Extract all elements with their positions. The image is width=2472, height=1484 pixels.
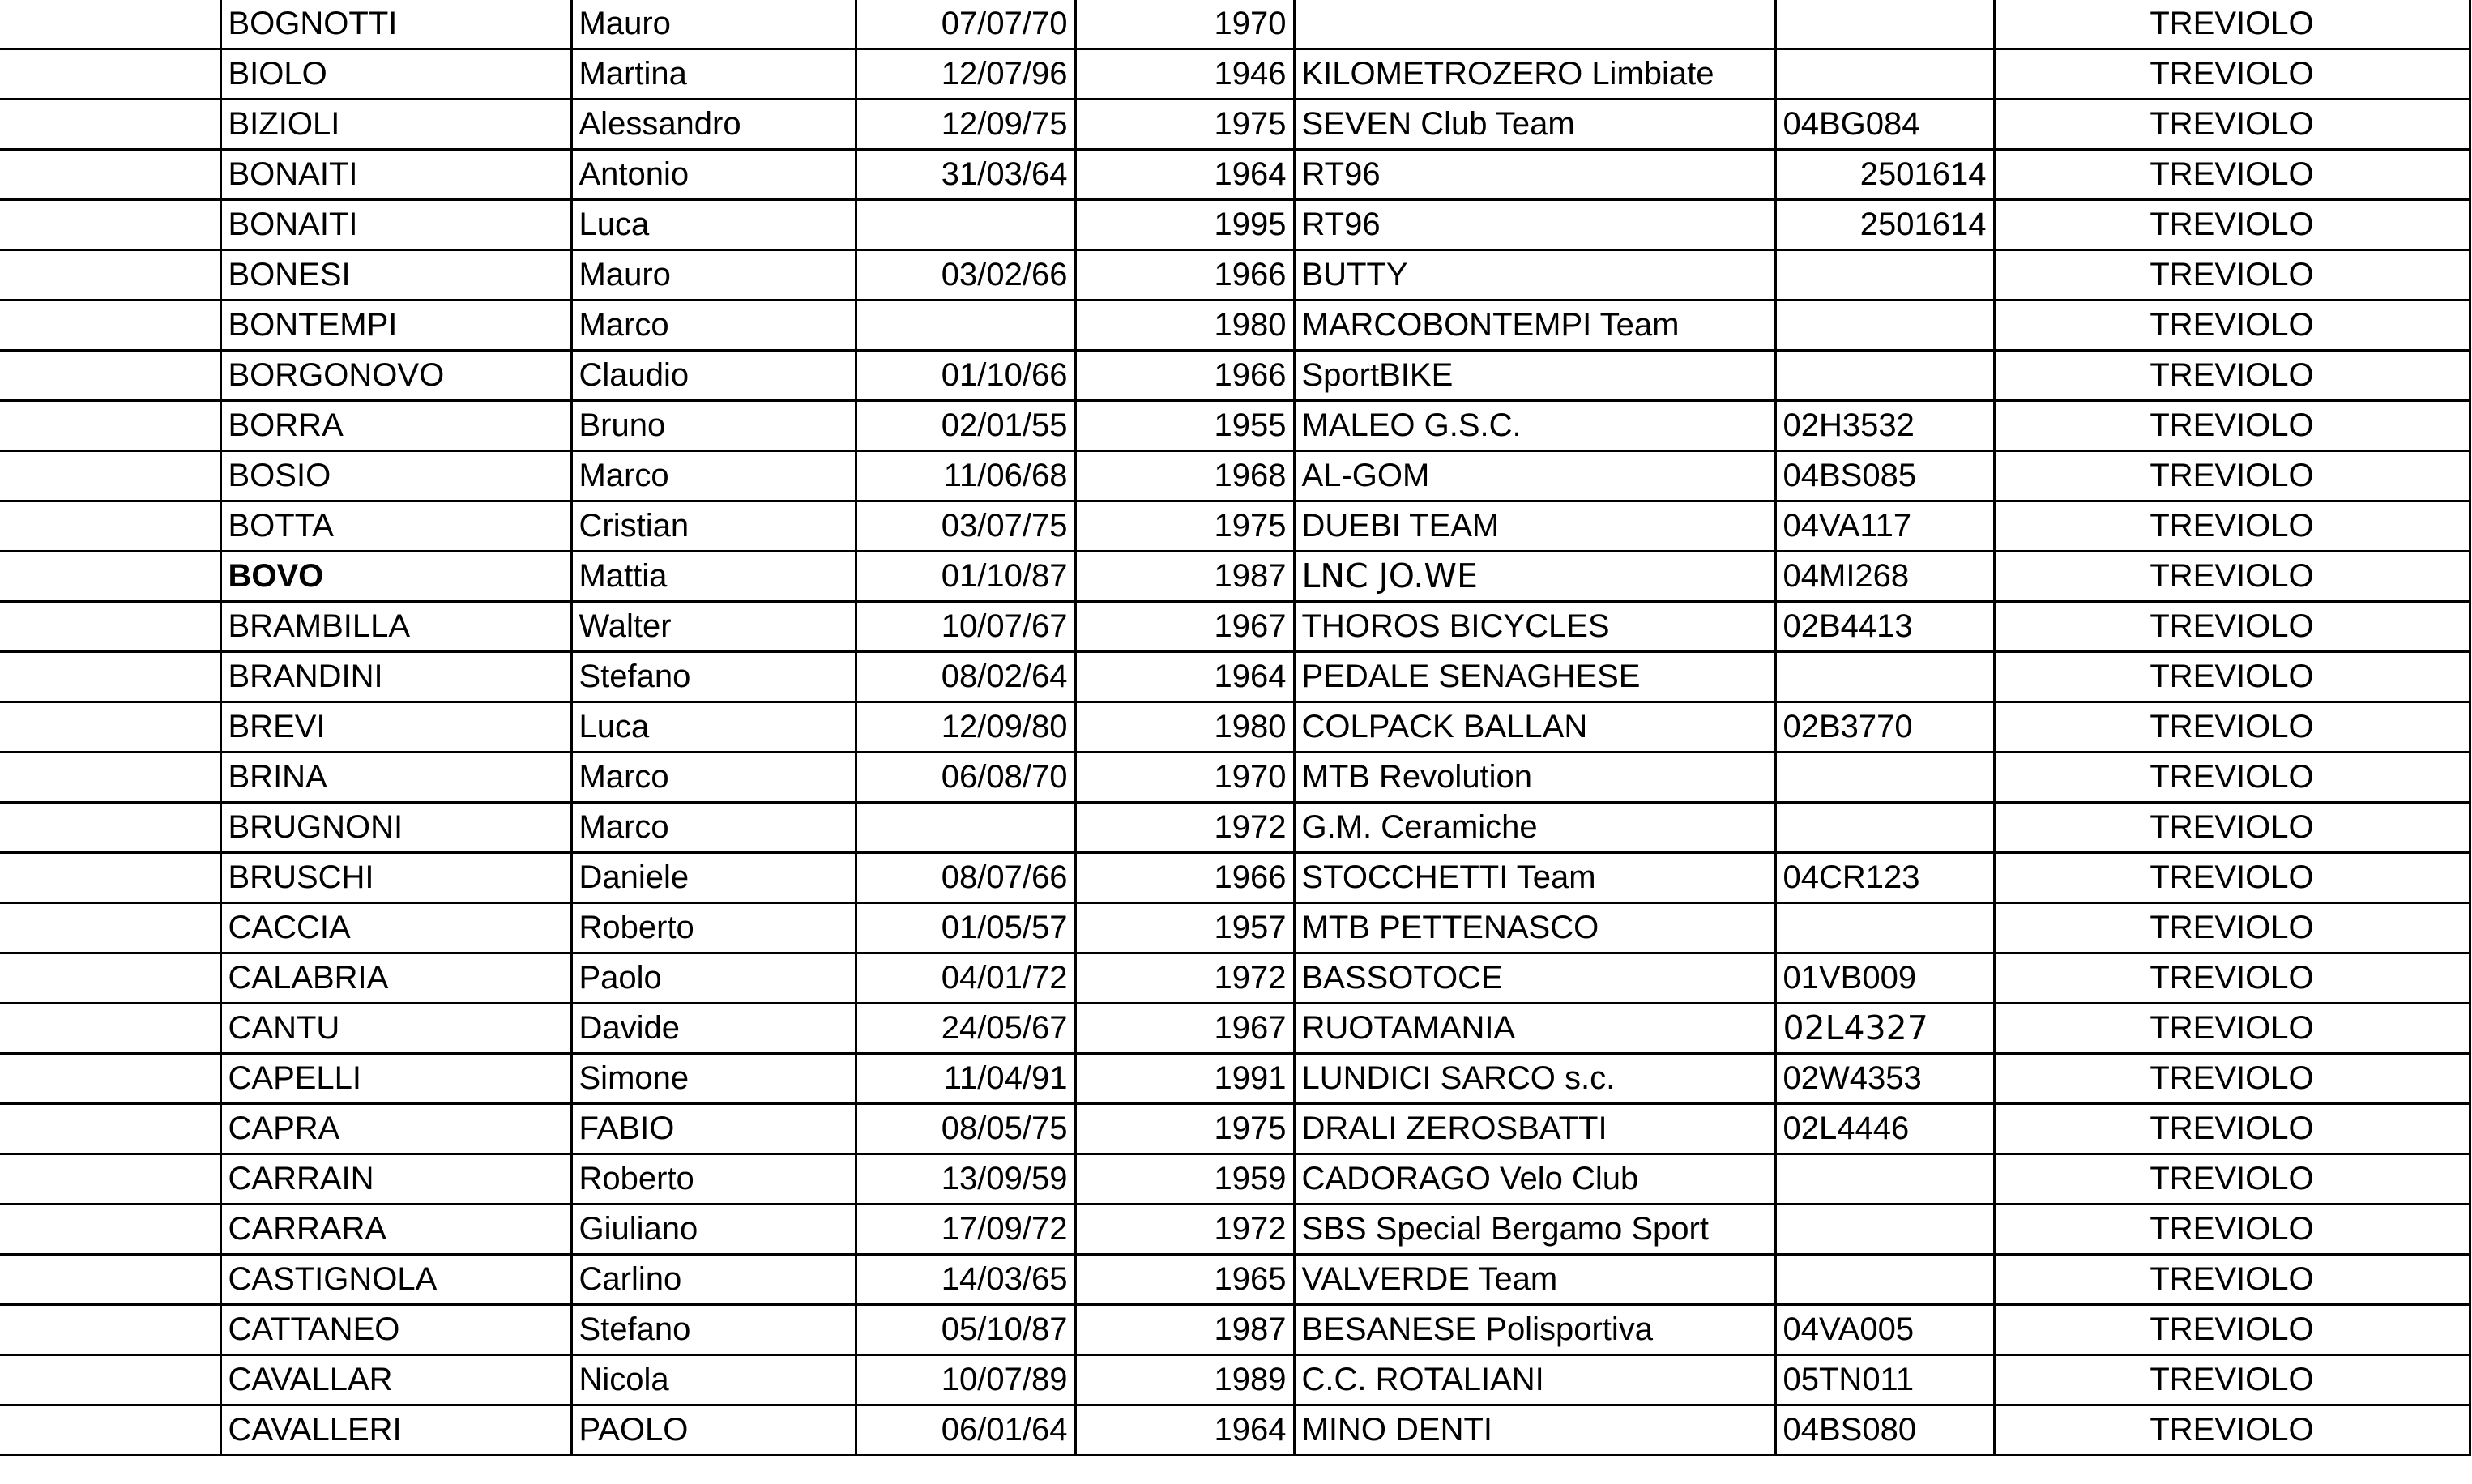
row-blank-cell [0,250,220,301]
data-nascita-cell: 07/07/70 [856,0,1075,49]
table-row [0,401,2470,451]
row-blank-cell [0,953,220,1004]
anno-cell: 1987 [1075,1305,1294,1355]
anno-cell: 1972 [1075,803,1294,853]
data-nascita-cell: 11/04/91 [856,1054,1075,1104]
nome-cell: Mauro [571,250,856,301]
row-blank-cell [0,301,220,351]
anno-cell: 1972 [1075,1205,1294,1255]
codice-cell: 02L4446 [1775,1104,1994,1154]
codice-cell: 04CR123 [1775,853,1994,903]
table-row [0,351,2470,401]
table-row [0,552,2470,602]
row-blank-cell [0,1305,220,1355]
nome-cell: Nicola [571,1355,856,1405]
anno-cell: 1980 [1075,301,1294,351]
codice-cell: 2501614 [1775,200,1994,250]
squadra-cell: CADORAGO Velo Club [1294,1154,1775,1205]
table-row [0,1305,2470,1355]
squadra-cell: PEDALE SENAGHESE [1294,652,1775,702]
cognome-cell: BORGONOVO [220,351,571,401]
data-nascita-cell: 17/09/72 [856,1205,1075,1255]
row-blank-cell [0,501,220,552]
cognome-cell: CASTIGNOLA [220,1255,571,1305]
anno-cell: 1975 [1075,1104,1294,1154]
nome-cell: PAOLO [571,1405,856,1456]
anno-cell: 1964 [1075,652,1294,702]
nome-cell: Carlino [571,1255,856,1305]
squadra-cell: COLPACK BALLAN [1294,702,1775,753]
codice-cell: 04MI268 [1775,552,1994,602]
nome-cell: Simone [571,1054,856,1104]
cognome-cell: CACCIA [220,903,571,953]
cognome-cell: BONAITI [220,200,571,250]
cognome-cell: BIOLO [220,49,571,100]
data-nascita-cell: 24/05/67 [856,1004,1075,1054]
nome-cell: Luca [571,200,856,250]
row-blank-cell [0,401,220,451]
anno-cell: 1980 [1075,702,1294,753]
squadra-cell: MTB PETTENASCO [1294,903,1775,953]
cognome-cell: CATTANEO [220,1305,571,1355]
nome-cell: Paolo [571,953,856,1004]
localita-cell: TREVIOLO [1994,49,2470,100]
table-row [0,501,2470,552]
squadra-cell: RUOTAMANIA [1294,1004,1775,1054]
data-nascita-cell: 31/03/64 [856,150,1075,200]
codice-cell: 02B4413 [1775,602,1994,652]
nome-cell: Mattia [571,552,856,602]
localita-cell: TREVIOLO [1994,1205,2470,1255]
squadra-cell: MINO DENTI [1294,1405,1775,1456]
data-nascita-cell [856,803,1075,853]
cognome-cell: CAPELLI [220,1054,571,1104]
squadra-cell [1294,0,1775,49]
cognome-cell: BREVI [220,702,571,753]
data-nascita-cell: 10/07/67 [856,602,1075,652]
cognome-cell: BOSIO [220,451,571,501]
nome-cell: Stefano [571,652,856,702]
localita-cell: TREVIOLO [1994,1405,2470,1456]
row-blank-cell [0,552,220,602]
cognome-cell: CAPRA [220,1104,571,1154]
nome-cell: Marco [571,451,856,501]
data-nascita-cell: 03/02/66 [856,250,1075,301]
nome-cell: Giuliano [571,1205,856,1255]
table-row [0,803,2470,853]
squadra-cell: BUTTY [1294,250,1775,301]
row-blank-cell [0,853,220,903]
row-blank-cell [0,803,220,853]
codice-cell [1775,49,1994,100]
data-nascita-cell: 11/06/68 [856,451,1075,501]
data-nascita-cell: 08/07/66 [856,853,1075,903]
cognome-cell: BOGNOTTI [220,0,571,49]
squadra-cell: MTB Revolution [1294,753,1775,803]
row-blank-cell [0,351,220,401]
codice-cell: 05TN011 [1775,1355,1994,1405]
row-blank-cell [0,49,220,100]
table-row [0,1205,2470,1255]
localita-cell: TREVIOLO [1994,903,2470,953]
codice-cell [1775,753,1994,803]
row-blank-cell [0,1054,220,1104]
cognome-cell: BOVO [220,552,571,602]
data-nascita-cell [856,301,1075,351]
anno-cell: 1968 [1075,451,1294,501]
table-row [0,451,2470,501]
codice-cell [1775,1154,1994,1205]
data-nascita-cell: 01/10/87 [856,552,1075,602]
anno-cell: 1989 [1075,1355,1294,1405]
data-nascita-cell: 06/08/70 [856,753,1075,803]
data-nascita-cell [856,200,1075,250]
localita-cell: TREVIOLO [1994,552,2470,602]
localita-cell: TREVIOLO [1994,250,2470,301]
table-row [0,1154,2470,1205]
data-nascita-cell: 12/09/80 [856,702,1075,753]
codice-cell [1775,250,1994,301]
anno-cell: 1966 [1075,250,1294,301]
nome-cell: Roberto [571,1154,856,1205]
cognome-cell: CARRARA [220,1205,571,1255]
data-nascita-cell: 02/01/55 [856,401,1075,451]
nome-cell: Davide [571,1004,856,1054]
squadra-cell: DUEBI TEAM [1294,501,1775,552]
cognome-cell: CAVALLAR [220,1355,571,1405]
codice-cell [1775,301,1994,351]
anno-cell: 1967 [1075,1004,1294,1054]
data-nascita-cell: 04/01/72 [856,953,1075,1004]
squadra-cell: LNC JO.WE [1294,552,1775,602]
row-blank-cell [0,1104,220,1154]
anno-cell: 1975 [1075,501,1294,552]
squadra-cell: STOCCHETTI Team [1294,853,1775,903]
squadra-cell: SEVEN Club Team [1294,100,1775,150]
row-blank-cell [0,0,220,49]
localita-cell: TREVIOLO [1994,1154,2470,1205]
anno-cell: 1964 [1075,150,1294,200]
localita-cell: TREVIOLO [1994,1004,2470,1054]
cognome-cell: BONESI [220,250,571,301]
codice-cell: 02H3532 [1775,401,1994,451]
codice-cell [1775,0,1994,49]
localita-cell: TREVIOLO [1994,602,2470,652]
cognome-cell: CALABRIA [220,953,571,1004]
table-row [0,1355,2470,1405]
row-blank-cell [0,602,220,652]
localita-cell: TREVIOLO [1994,301,2470,351]
localita-cell: TREVIOLO [1994,451,2470,501]
localita-cell: TREVIOLO [1994,803,2470,853]
codice-cell [1775,652,1994,702]
data-nascita-cell: 08/05/75 [856,1104,1075,1154]
anno-cell: 1970 [1075,0,1294,49]
row-blank-cell [0,702,220,753]
data-nascita-cell: 06/01/64 [856,1405,1075,1456]
row-blank-cell [0,1205,220,1255]
localita-cell: TREVIOLO [1994,1255,2470,1305]
nome-cell: Roberto [571,903,856,953]
squadra-cell: LUNDICI SARCO s.c. [1294,1054,1775,1104]
nome-cell: Marco [571,301,856,351]
cognome-cell: BRUSCHI [220,853,571,903]
localita-cell: TREVIOLO [1994,953,2470,1004]
row-blank-cell [0,1255,220,1305]
anno-cell: 1966 [1075,853,1294,903]
localita-cell: TREVIOLO [1994,351,2470,401]
row-blank-cell [0,1355,220,1405]
localita-cell: TREVIOLO [1994,853,2470,903]
table-row [0,200,2470,250]
table-row [0,150,2470,200]
data-nascita-cell: 14/03/65 [856,1255,1075,1305]
squadra-cell: SportBIKE [1294,351,1775,401]
nome-cell: Cristian [571,501,856,552]
cognome-cell: BRUGNONI [220,803,571,853]
localita-cell: TREVIOLO [1994,753,2470,803]
codice-cell: 02L4327 [1775,1004,1994,1054]
squadra-cell: BESANESE Polisportiva [1294,1305,1775,1355]
localita-cell: TREVIOLO [1994,1305,2470,1355]
table-row [0,1255,2470,1305]
data-nascita-cell: 12/09/75 [856,100,1075,150]
codice-cell [1775,1255,1994,1305]
row-blank-cell [0,903,220,953]
squadra-cell: THOROS BICYCLES [1294,602,1775,652]
table-row [0,953,2470,1004]
nome-cell: Alessandro [571,100,856,150]
squadra-cell: AL-GOM [1294,451,1775,501]
anno-cell: 1946 [1075,49,1294,100]
data-nascita-cell: 05/10/87 [856,1305,1075,1355]
row-blank-cell [0,1405,220,1456]
localita-cell: TREVIOLO [1994,652,2470,702]
localita-cell: TREVIOLO [1994,1104,2470,1154]
nome-cell: Antonio [571,150,856,200]
codice-cell: 04BS080 [1775,1405,1994,1456]
data-nascita-cell: 01/10/66 [856,351,1075,401]
localita-cell: TREVIOLO [1994,1355,2470,1405]
localita-cell: TREVIOLO [1994,702,2470,753]
row-blank-cell [0,753,220,803]
codice-cell: 02W4353 [1775,1054,1994,1104]
nome-cell: FABIO [571,1104,856,1154]
data-nascita-cell: 10/07/89 [856,1355,1075,1405]
anno-cell: 1970 [1075,753,1294,803]
row-blank-cell [0,100,220,150]
row-blank-cell [0,150,220,200]
nome-cell: Daniele [571,853,856,903]
anno-cell: 1966 [1075,351,1294,401]
cognome-cell: CARRAIN [220,1154,571,1205]
table-row [0,903,2470,953]
localita-cell: TREVIOLO [1994,401,2470,451]
anno-cell: 1955 [1075,401,1294,451]
table-row [0,1104,2470,1154]
codice-cell: 02B3770 [1775,702,1994,753]
row-blank-cell [0,1004,220,1054]
codice-cell: 04VA117 [1775,501,1994,552]
table-row [0,602,2470,652]
anno-cell: 1967 [1075,602,1294,652]
squadra-cell: DRALI ZEROSBATTI [1294,1104,1775,1154]
table-row [0,100,2470,150]
localita-cell: TREVIOLO [1994,200,2470,250]
nome-cell: Marco [571,803,856,853]
row-blank-cell [0,451,220,501]
nome-cell: Walter [571,602,856,652]
nome-cell: Luca [571,702,856,753]
squadra-cell: RT96 [1294,200,1775,250]
table-row [0,250,2470,301]
codice-cell [1775,351,1994,401]
localita-cell: TREVIOLO [1994,1054,2470,1104]
squadra-cell: MALEO G.S.C. [1294,401,1775,451]
anno-cell: 1987 [1075,552,1294,602]
squadra-cell: G.M. Ceramiche [1294,803,1775,853]
codice-cell [1775,1205,1994,1255]
table-row [0,753,2470,803]
table-row [0,49,2470,100]
nome-cell: Martina [571,49,856,100]
anno-cell: 1972 [1075,953,1294,1004]
cognome-cell: CAVALLERI [220,1405,571,1456]
data-nascita-cell: 01/05/57 [856,903,1075,953]
anno-cell: 1975 [1075,100,1294,150]
cognome-cell: BRAMBILLA [220,602,571,652]
localita-cell: TREVIOLO [1994,150,2470,200]
cognome-cell: CANTU [220,1004,571,1054]
anno-cell: 1991 [1075,1054,1294,1104]
table-row [0,853,2470,903]
table-row [0,0,2470,49]
cognome-cell: BORRA [220,401,571,451]
squadra-cell: RT96 [1294,150,1775,200]
anno-cell: 1965 [1075,1255,1294,1305]
codice-cell [1775,803,1994,853]
data-nascita-cell: 12/07/96 [856,49,1075,100]
data-nascita-cell: 08/02/64 [856,652,1075,702]
cognome-cell: BONTEMPI [220,301,571,351]
codice-cell: 04BG084 [1775,100,1994,150]
data-nascita-cell: 13/09/59 [856,1154,1075,1205]
table-row [0,301,2470,351]
table-row [0,1405,2470,1456]
table-row [0,702,2470,753]
anno-cell: 1957 [1075,903,1294,953]
nome-cell: Stefano [571,1305,856,1355]
squadra-cell: SBS Special Bergamo Sport [1294,1205,1775,1255]
cognome-cell: BRINA [220,753,571,803]
row-blank-cell [0,1154,220,1205]
codice-cell: 04BS085 [1775,451,1994,501]
squadra-cell: C.C. ROTALIANI [1294,1355,1775,1405]
cognome-cell: BRANDINI [220,652,571,702]
anno-cell: 1964 [1075,1405,1294,1456]
localita-cell: TREVIOLO [1994,501,2470,552]
squadra-cell: VALVERDE Team [1294,1255,1775,1305]
nome-cell: Marco [571,753,856,803]
cognome-cell: BONAITI [220,150,571,200]
nome-cell: Bruno [571,401,856,451]
data-nascita-cell: 03/07/75 [856,501,1075,552]
localita-cell: TREVIOLO [1994,100,2470,150]
codice-cell [1775,903,1994,953]
table-row [0,1004,2470,1054]
cognome-cell: BIZIOLI [220,100,571,150]
cognome-cell: BOTTA [220,501,571,552]
row-blank-cell [0,200,220,250]
row-blank-cell [0,652,220,702]
nome-cell: Mauro [571,0,856,49]
codice-cell: 04VA005 [1775,1305,1994,1355]
codice-cell: 01VB009 [1775,953,1994,1004]
anno-cell: 1995 [1075,200,1294,250]
table-row [0,652,2470,702]
localita-cell: TREVIOLO [1994,0,2470,49]
table-row [0,1054,2470,1104]
nome-cell: Claudio [571,351,856,401]
squadra-cell: MARCOBONTEMPI Team [1294,301,1775,351]
squadra-cell: BASSOTOCE [1294,953,1775,1004]
squadra-cell: KILOMETROZERO Limbiate [1294,49,1775,100]
anno-cell: 1959 [1075,1154,1294,1205]
codice-cell: 2501614 [1775,150,1994,200]
